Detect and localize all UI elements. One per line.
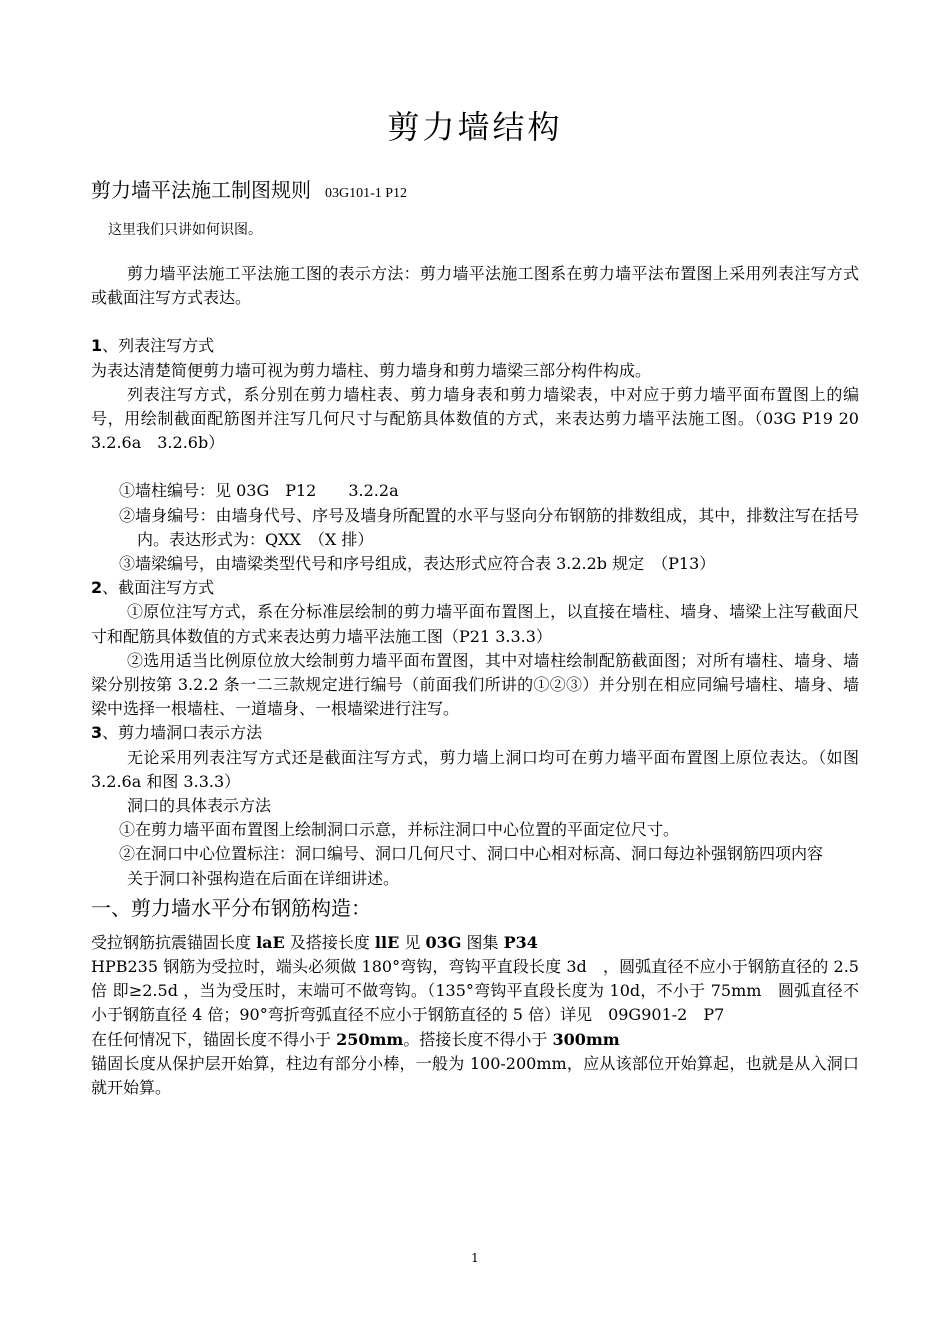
- document-subtitle: [91, 174, 407, 203]
- anchorage-paragraph-1: [91, 931, 859, 955]
- text-run-bold: laE: [256, 932, 285, 952]
- anchorage-paragraph-4: 锚固长度从保护层开始算，柱边有部分小棒，一般为 100-200mm，应从该部位开始算起，也就是从入洞口就开始算。: [91, 1053, 859, 1098]
- section-2-title: 、截面注写方式: [102, 578, 215, 598]
- section-3-item-2: ②在洞口中心位置标注：洞口编号、洞口几何尺寸、洞口中心相对标高、洞口每边补强钢筋四项内容: [119, 844, 824, 864]
- section-1-heading: [91, 334, 859, 358]
- text-run-bold: P34: [503, 932, 538, 952]
- text-run: 在任何情况下，锚固长度不得小于: [91, 1029, 337, 1049]
- text-run-bold: 300mm: [552, 1029, 620, 1049]
- intro-paragraph: 剪力墙平法施工平法施工图的表示方法：剪力墙平法施工图系在剪力墙平法布置图上采用列表注写方式或截面注写方式表达。: [91, 264, 859, 308]
- text-run: 受拉钢筋抗震锚固长度: [91, 932, 257, 952]
- text-run-bold: llE: [374, 932, 400, 952]
- anchorage-paragraph-2: HPB235 钢筋为受拉时，端头必须做 180°弯钩，弯钩平直段长度 3d ，圆弧直径不应小于钢筋直径的 2.5 倍 即≥2.5d ，当为受压时，末端可不做弯钩。（135°弯钩平直段长度为 10d，不小于 75mm 圆弧直径不小于钢筋直径 4 倍；90°弯折弯弧直径不应小于钢筋直径的 5 倍）详见 09G901-2 P7: [91, 957, 859, 1025]
- section-2-number: 2: [91, 578, 103, 598]
- text-run: 。搭接长度不得小于: [403, 1029, 553, 1049]
- section-1-paragraph-2: 列表注写方式，系分别在剪力墙柱表、剪力墙身表和剪力墙梁表，中对应于剪力墙平面布置图上的编号，用绘制截面配筋图并注写几何尺寸与配筋具体数值的方式，来表达剪力墙平法施工图。（03G P19 20 3.2.6a 3.2.6b）: [91, 384, 876, 453]
- text-run-bold: 03G: [425, 932, 462, 952]
- text-run-bold: 250mm: [336, 1029, 404, 1049]
- text-run: 及搭接长度: [284, 932, 375, 952]
- anchorage-paragraph-3: [91, 1028, 859, 1052]
- chapter-1-heading: 一、剪力墙水平分布钢筋构造：: [91, 895, 371, 920]
- section-2-paragraph-2: ②选用适当比例原位放大绘制剪力墙平面布置图，其中对墙柱绘制配筋截面图；对所有墙柱、墙身、墙梁分别按第 3.2.2 条一二三款规定进行编号（前面我们所讲的①②③）并分别在相应同编号墙柱、墙身、墙梁中选择一根墙柱、一道墙身、一根墙梁进行注写。: [91, 650, 859, 719]
- section-3-item-1: ①在剪力墙平面布置图上绘制洞口示意，并标注洞口中心位置的平面定位尺寸。: [119, 820, 680, 840]
- section-1-paragraph-1: 为表达清楚简便剪力墙可视为剪力墙柱、剪力墙身和剪力墙梁三部分构件构成。: [91, 360, 652, 380]
- section-1-item-1: ①墙柱编号：见 03G P12 3.2.2a: [119, 481, 399, 501]
- intro-note: 这里我们只讲如何识图。: [108, 222, 262, 238]
- section-3-number: 3: [91, 723, 103, 743]
- subtitle-text: 剪力墙平法施工制图规则: [91, 178, 311, 202]
- section-3-paragraph-3: 关于洞口补强构造在后面在详细讲述。: [127, 868, 400, 888]
- document-body: [91, 262, 876, 1100]
- document-title: 剪力墙结构: [387, 108, 563, 146]
- section-1-item-3: ③墙梁编号，由墙梁类型代号和序号组成，表达形式应符合表 3.2.2b 规定 （P13）: [119, 554, 716, 574]
- section-2-paragraph-1: ①原位注写方式，系在分标准层绘制的剪力墙平面布置图上，以直接在墙柱、墙身、墙梁上注写截面尺寸和配筋具体数值的方式来表达剪力墙平法施工图（P21 3.3.3）: [91, 602, 859, 646]
- text-run: 见: [399, 932, 426, 952]
- text-run: 图集: [461, 932, 504, 952]
- subtitle-code: 03G101-1 P12: [325, 186, 408, 201]
- section-1-item-2: ②墙身编号：由墙身代号、序号及墙身所配置的水平与竖向分布钢筋的排数组成，其中，排数注写在括号内。表达形式为：QXX （X 排）: [119, 505, 859, 549]
- section-3-heading: [91, 721, 859, 745]
- section-1-title: 、列表注写方式: [102, 336, 215, 356]
- section-3-paragraph-2: 洞口的具体表示方法: [127, 796, 272, 816]
- section-2-heading: [91, 576, 859, 600]
- section-3-paragraph-1: 无论采用列表注写方式还是截面注写方式，剪力墙上洞口均可在剪力墙平面布置图上原位表达。（如图 3.2.6a 和图 3.3.3）: [91, 747, 859, 791]
- page-number: 1: [471, 1251, 479, 1265]
- section-1-number: 1: [91, 336, 103, 356]
- section-3-title: 、剪力墙洞口表示方法: [102, 723, 263, 743]
